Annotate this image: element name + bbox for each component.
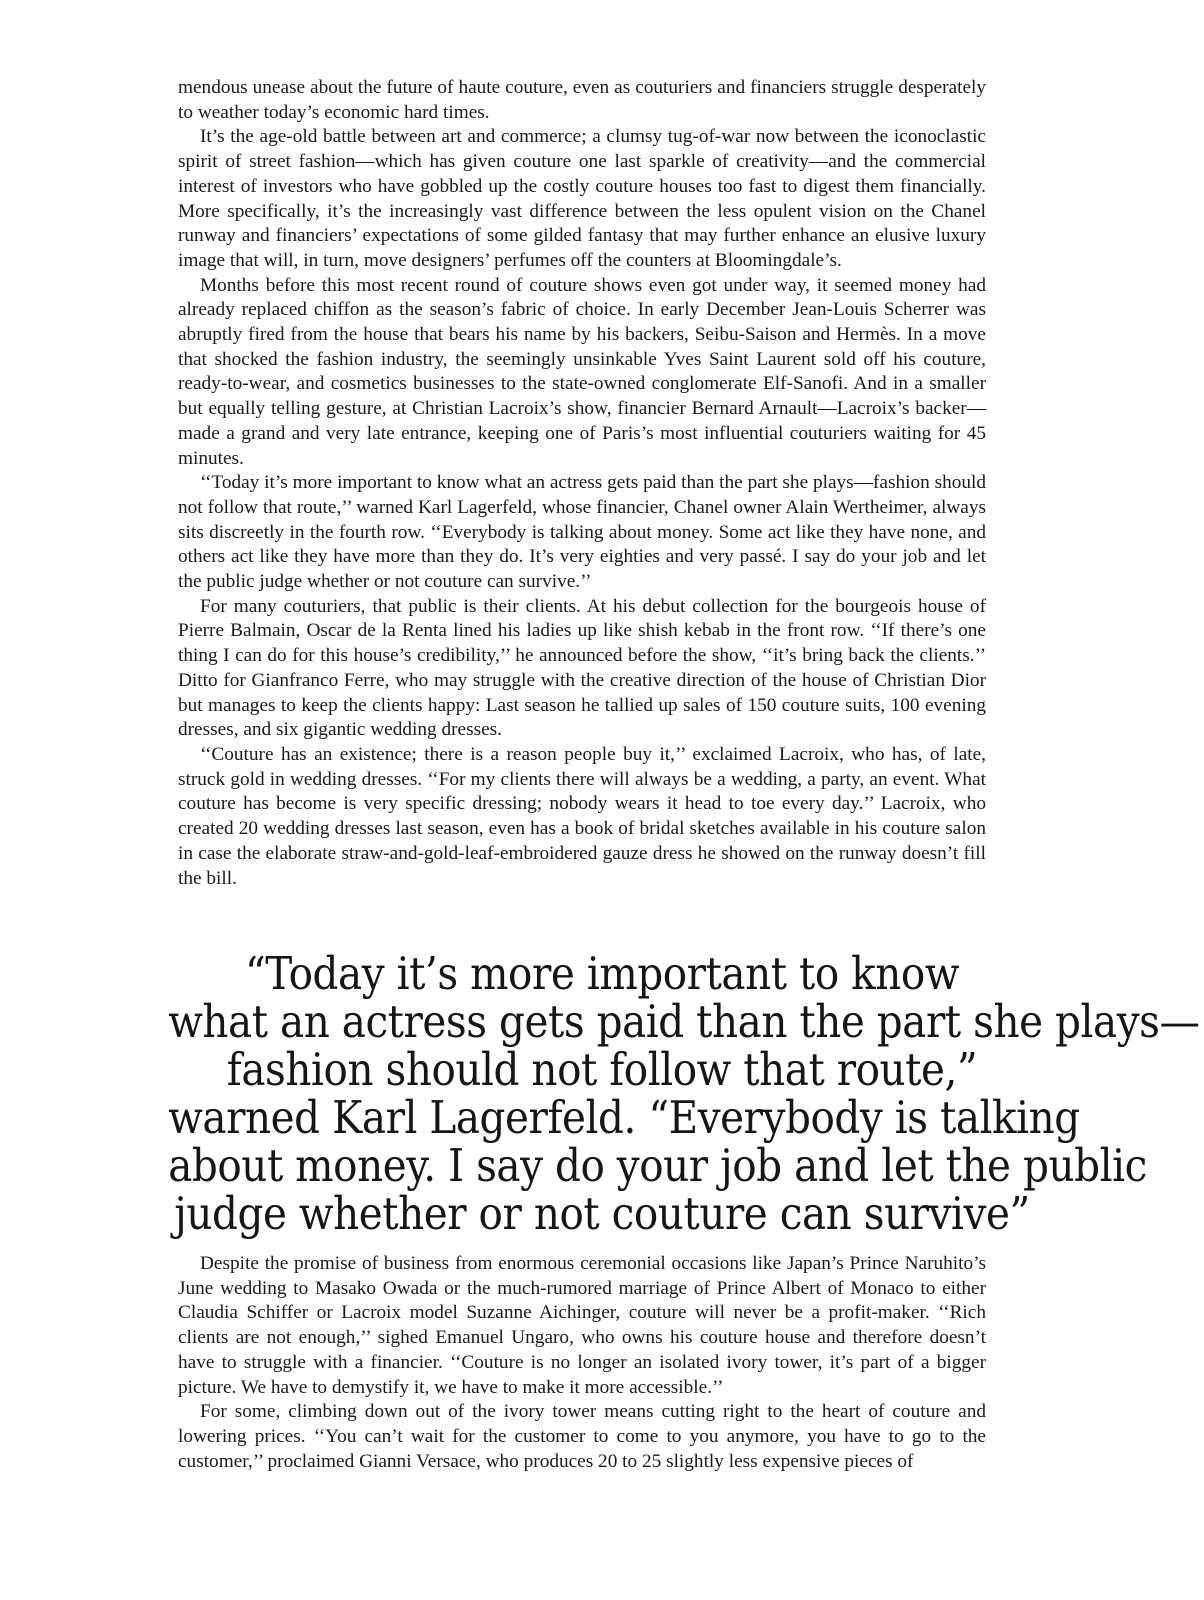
paragraph-lagerfeld-quote: ‘‘Today it’s more important to know what an actress gets paid than the part she plays—fashion should not follow that route,’’ warned Karl Lagerfeld, whose financier, Chanel owner Alain Wertheimer, always sits discreetly in the fourth row. ‘‘Everybody is talking about money. Some act like they have none, and others act like they have more than they do. It’s very eighties and very passé. I say do your job and let the public judge whether or not couture can survive.’’ bbox=[178, 472, 986, 593]
article-body-top bbox=[178, 76, 986, 891]
pull-quote-line: judge whether or not couture can survive” bbox=[174, 1187, 1030, 1240]
pull-quote-line: what an actress gets paid than the part she plays— bbox=[168, 995, 1200, 1048]
paragraph-clients: For many couturiers, that public is their clients. At his debut collection for the bourgeois house of Pierre Balmain, Oscar de la Renta lined his ladies up like shish kebab in the front row. ‘‘If there’s one thing I can do for this house’s credibility,’’ he announced before the show, ‘‘it’s bring back the clients.’’ Ditto for Gianfranco Ferre, who may struggle with the creative direction of the house of Christian Dior but manages to keep the clients happy: Last season he tallied up sales of 150 couture suits, 100 evening dresses, and six gigantic wedding dresses. bbox=[178, 595, 986, 741]
pull-quote-line: “Today it’s more important to know bbox=[244, 947, 960, 1000]
article-body-bottom bbox=[178, 1252, 986, 1474]
pull-quote bbox=[168, 947, 1200, 1240]
paragraph-art-vs-commerce: It’s the age-old battle between art and commerce; a clumsy tug-of-war now between the iconoclastic spirit of street fashion—which has given couture one last sparkle of creativity—and the commercial interest of investors who have gobbled up the costly couture houses too fast to digest them financially. More specifically, it’s the increasingly vast difference between the less opulent vision on the Chanel runway and financiers’ expectations of some gilded fantasy that may further enhance an elusive luxury image that will, in turn, move designers’ perfumes off the counters at Bloomingdale’s. bbox=[178, 126, 986, 271]
pull-quote-line: about money. I say do your job and let the public bbox=[168, 1139, 1147, 1192]
paragraph-money-chiffon: Months before this most recent round of couture shows even got under way, it seemed money had already replaced chiffon as the season’s fabric of choice. In early December Jean-Louis Scherrer was abruptly fired from the house that bears his name by his backers, Seibu-Saison and Hermès. In a move that shocked the fashion industry, the seemingly unsinkable Yves Saint Laurent sold off his couture, ready-to-wear, and cosmetics businesses to the state-owned conglomerate Elf-Sanofi. And in a smaller but equally telling gesture, at Christian Lacroix’s show, financier Bernard Arnault—Lacroix’s backer—made a grand and very late entrance, keeping one of Paris’s most influential couturiers waiting for 45 minutes. bbox=[178, 274, 986, 469]
paragraph-lacroix-weddings: ‘‘Couture has an existence; there is a reason people buy it,’’ exclaimed Lacroix, who has, of late, struck gold in wedding dresses. ‘‘For my clients there will always be a wedding, a party, an event. What couture has become is very specific dressing; nobody wears it head to toe every day.’’ Lacroix, who created 20 wedding dresses last season, even has a book of bridal sketches available in his couture salon in case the elaborate straw-and-gold-leaf-embroidered gauze dress he showed on the runway doesn’t fill the bill. bbox=[178, 743, 986, 889]
paragraph-ivory-tower: For some, climbing down out of the ivory tower means cutting right to the heart of couture and lowering prices. ‘‘You can’t wait for the customer to come to you anymore, you have to go to the customer,’’ proclaimed Gianni Versace, who produces 20 to 25 slightly less expensive pieces of bbox=[178, 1401, 986, 1472]
pull-quote-line: warned Karl Lagerfeld. “Everybody is talking bbox=[168, 1091, 1080, 1144]
paragraph-ceremonial-occasions: Despite the promise of business from enormous ceremonial occasions like Japan’s Prince Naruhito’s June wedding to Masako Owada or the much-rumored marriage of Prince Albert of Monaco to either Claudia Schiffer or Lacroix model Suzanne Aichinger, couture will never be a profit-maker. ‘‘Rich clients are not enough,’’ sighed Emanuel Ungaro, who owns his couture house and therefore doesn’t have to struggle with a financier. ‘‘Couture is no longer an isolated ivory tower, it’s part of a bigger picture. We have to demystify it, we have to make it more accessible.’’ bbox=[178, 1253, 986, 1398]
pull-quote-line: fashion should not follow that route,” bbox=[226, 1043, 978, 1096]
paragraph-continuation: mendous unease about the future of haute couture, even as couturiers and financiers struggle desperately to weather today’s economic hard times. bbox=[178, 77, 986, 123]
